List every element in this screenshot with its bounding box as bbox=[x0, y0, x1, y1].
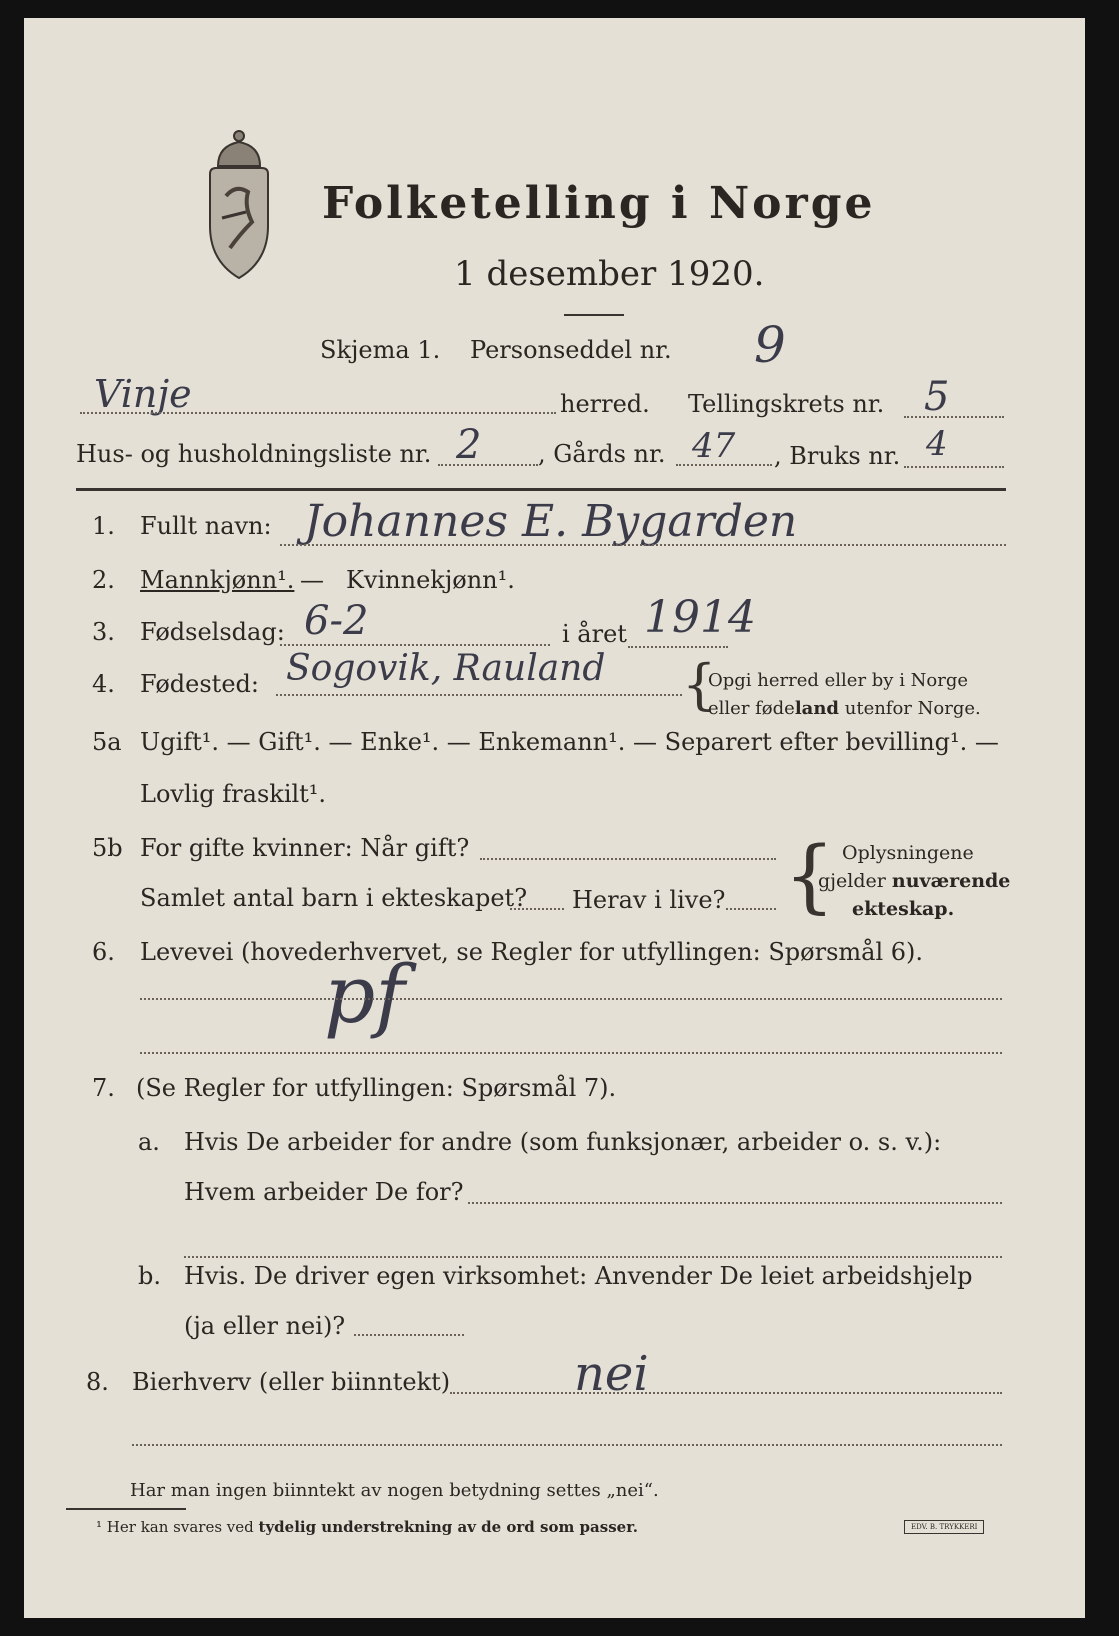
herred-dots bbox=[80, 412, 556, 414]
herred-label: herred. bbox=[560, 390, 650, 418]
q7b-question: Hvis. De driver egen virksomhet: Anvender De leiet arbeidshjelp bbox=[184, 1262, 973, 1290]
q5b-alive-dots bbox=[726, 908, 776, 910]
title-divider bbox=[564, 314, 624, 316]
q6-dots-1 bbox=[140, 998, 1002, 1000]
q4-number: 4. bbox=[92, 670, 115, 698]
q1-full-name: Johannes E. Bygarden bbox=[304, 496, 798, 547]
q8-number: 8. bbox=[86, 1368, 109, 1396]
printer-stamp: EDV. B. TRYKKERI bbox=[904, 1520, 984, 1534]
q3-label: Fødselsdag: bbox=[140, 618, 285, 646]
q7a-dots-2 bbox=[184, 1256, 1002, 1258]
q5b-children-dots bbox=[510, 908, 564, 910]
personseddel-label: Personseddel nr. bbox=[470, 336, 672, 364]
q5b-number: 5b bbox=[92, 834, 123, 862]
herred-value: Vinje bbox=[94, 372, 192, 416]
q4-label: Fødested: bbox=[140, 670, 259, 698]
q2-separator: — bbox=[300, 566, 324, 594]
skjema-label: Skjema 1. bbox=[320, 336, 441, 364]
q5b-brace: { bbox=[784, 829, 835, 922]
personseddel-value: 9 bbox=[754, 316, 786, 374]
q6-number: 6. bbox=[92, 938, 115, 966]
tellingskrets-value: 5 bbox=[924, 374, 950, 420]
q7a-dots-1 bbox=[468, 1202, 1002, 1204]
q7b-answer-label: (ja eller nei)? bbox=[184, 1312, 346, 1340]
q5b-note-line1: Oplysningene bbox=[842, 842, 974, 864]
gards-dots bbox=[676, 464, 772, 466]
q3-dots bbox=[280, 644, 550, 646]
q4-note-line1: Opgi herred eller by i Norge bbox=[708, 670, 969, 691]
q4-brace: { bbox=[682, 653, 717, 716]
gards-value: 47 bbox=[692, 426, 736, 466]
q7-label: (Se Regler for utfyllingen: Spørsmål 7). bbox=[136, 1074, 617, 1102]
q4-birthplace: Sogovik, Rauland bbox=[286, 648, 606, 689]
q5a-number: 5a bbox=[92, 728, 122, 756]
q6-label: Levevei (hovederhvervet, se Regler for utfyllingen: Spørsmål 6). bbox=[140, 938, 924, 966]
q6-dots-2 bbox=[140, 1052, 1002, 1054]
husliste-value: 2 bbox=[456, 422, 482, 468]
q1-number: 1. bbox=[92, 512, 115, 540]
q6-occupation: pf bbox=[324, 948, 405, 1041]
q1-label: Fullt navn: bbox=[140, 512, 272, 540]
q5b-children-alive: Herav i live? bbox=[572, 886, 726, 914]
q7a-letter: a. bbox=[138, 1128, 160, 1156]
q5b-married-when: For gifte kvinner: Når gift? bbox=[140, 834, 470, 862]
q5a-options-line2: Lovlig fraskilt¹. bbox=[140, 780, 327, 808]
q8-dots-1 bbox=[450, 1392, 1002, 1394]
q7b-dots bbox=[354, 1334, 464, 1336]
q2-male-option: Mannkjønn¹. bbox=[140, 566, 295, 594]
q3-year-value: 1914 bbox=[644, 592, 756, 643]
census-date: 1 desember 1920. bbox=[454, 254, 765, 294]
form-title: Folketelling i Norge bbox=[322, 178, 876, 229]
header-rule bbox=[76, 488, 1006, 491]
footnote-rule bbox=[66, 1508, 186, 1510]
bruks-value: 4 bbox=[926, 424, 948, 464]
footnote-marker: ¹ bbox=[96, 1518, 103, 1536]
q7a-question: Hvis De arbeider for andre (som funksjonær, arbeider o. s. v.): bbox=[184, 1128, 942, 1156]
q4-dots bbox=[276, 694, 682, 696]
income-note: Har man ingen biinntekt av nogen betydning settes „nei“. bbox=[130, 1480, 659, 1501]
q1-dots bbox=[280, 544, 1006, 546]
q5b-note-line3: ekteskap. bbox=[852, 898, 955, 920]
q7b-letter: b. bbox=[138, 1262, 161, 1290]
gards-label: , Gårds nr. bbox=[538, 440, 666, 468]
q3-year-dots bbox=[628, 646, 728, 648]
bruks-dots bbox=[904, 466, 1004, 468]
census-form bbox=[24, 18, 1085, 1618]
q2-female-option: Kvinnekjønn¹. bbox=[346, 566, 515, 594]
q7-number: 7. bbox=[92, 1074, 115, 1102]
q5b-line1-dots bbox=[480, 858, 776, 860]
q5b-children-total: Samlet antal barn i ekteskapet? bbox=[140, 884, 528, 912]
footnote-emphasis: tydelig understrekning av de ord som passer. bbox=[258, 1518, 638, 1536]
coat-of-arms-emblem bbox=[196, 126, 282, 286]
q3-number: 3. bbox=[92, 618, 115, 646]
tellingskrets-label: Tellingskrets nr. bbox=[688, 390, 885, 418]
footnote bbox=[96, 1518, 638, 1536]
husliste-label: Hus- og husholdningsliste nr. bbox=[76, 440, 432, 468]
q8-dots-2 bbox=[132, 1444, 1002, 1446]
q7a-employer-label: Hvem arbeider De for? bbox=[184, 1178, 464, 1206]
q5a-options: Ugift¹. — Gift¹. — Enke¹. — Enkemann¹. — Separert efter bevilling¹. — bbox=[140, 728, 999, 756]
q2-number: 2. bbox=[92, 566, 115, 594]
q4-note-line2: eller fødeland utenfor Norge. bbox=[708, 698, 981, 719]
q8-label: Bierhverv (eller biinntekt) bbox=[132, 1368, 451, 1396]
husliste-dots bbox=[438, 464, 538, 466]
q3-year-label: i året bbox=[562, 620, 627, 648]
tellingskrets-dots bbox=[904, 416, 1004, 418]
q8-secondary-income: nei bbox=[574, 1346, 649, 1402]
bruks-label: , Bruks nr. bbox=[774, 442, 901, 470]
q3-birthday: 6-2 bbox=[304, 598, 369, 644]
footnote-text: Her kan svares ved bbox=[106, 1518, 259, 1536]
q5b-note-line2: gjelder nuværende bbox=[818, 870, 1011, 892]
